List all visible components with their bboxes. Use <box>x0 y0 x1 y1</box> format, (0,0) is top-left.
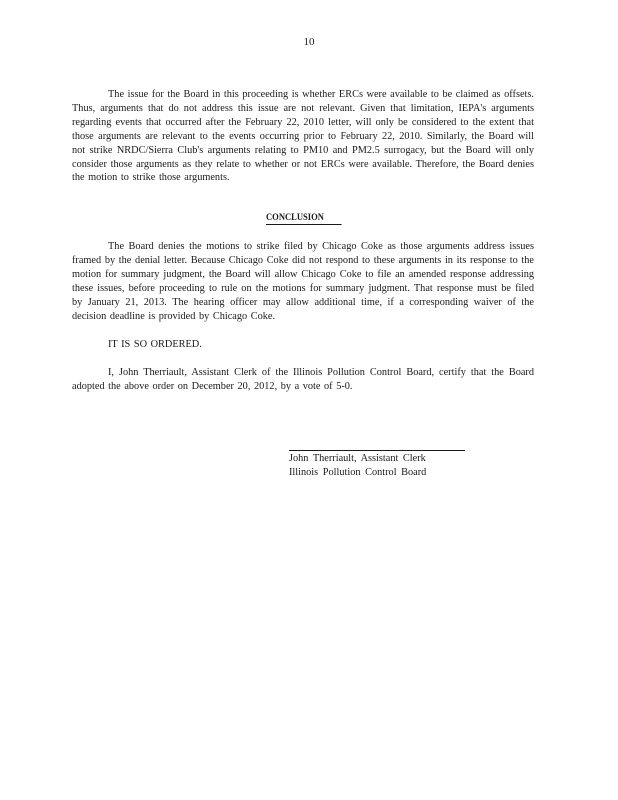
paragraph-so-ordered <box>72 338 534 352</box>
paragraph-conclusion <box>72 240 534 323</box>
paragraph-text: The Board denies the motions to strike filed by Chicago Coke as those arguments address issues framed by the denial letter. Because Chicago Coke did not respond to these arguments in its response to the motion for summary judgment, the Board will allow Chicago Coke to file an amended response addressing these issues, before proceeding to rule on the motions for summary judgment. That response must be filed by January 21, 2013. The hearing officer may allow additional time, if a corresponding waiver of the decision deadline is provided by Chicago Coke. <box>72 241 534 322</box>
signature-line <box>289 450 465 451</box>
signer-name-title: John Therriault, Assistant Clerk <box>289 453 426 464</box>
paragraph-text: I, John Therriault, Assistant Clerk of the Illinois Pollution Control Board, certify that the Board adopted the above order on December 20, 2012, by a vote of 5-0. <box>72 367 534 392</box>
section-heading-conclusion: CONCLUSION <box>266 213 342 225</box>
paragraph-erc-issue <box>72 88 534 185</box>
paragraph-text: The issue for the Board in this proceeding is whether ERCs were available to be claimed as offsets. Thus, arguments that do not address this issue are not relevant. Given that limitation, IEPA's arguments regarding events that occurred after the February 22, 2010 letter, will only be considered to the extent that those arguments are relevant to the events occurring prior to February 22, 2010. Similarly, the Board will not strike NRDC/Sierra Club's arguments relating to PM10 and PM2.5 surrogacy, but the Board will only consider those arguments as they relate to whether or not ERCs were available. Therefore, the Board denies the motion to strike those arguments. <box>72 89 534 184</box>
signature-block <box>289 452 426 480</box>
page-number: 10 <box>303 36 315 48</box>
signer-organization: Illinois Pollution Control Board <box>289 466 427 478</box>
paragraph-certification <box>72 366 534 394</box>
paragraph-text: IT IS SO ORDERED. <box>108 339 202 350</box>
